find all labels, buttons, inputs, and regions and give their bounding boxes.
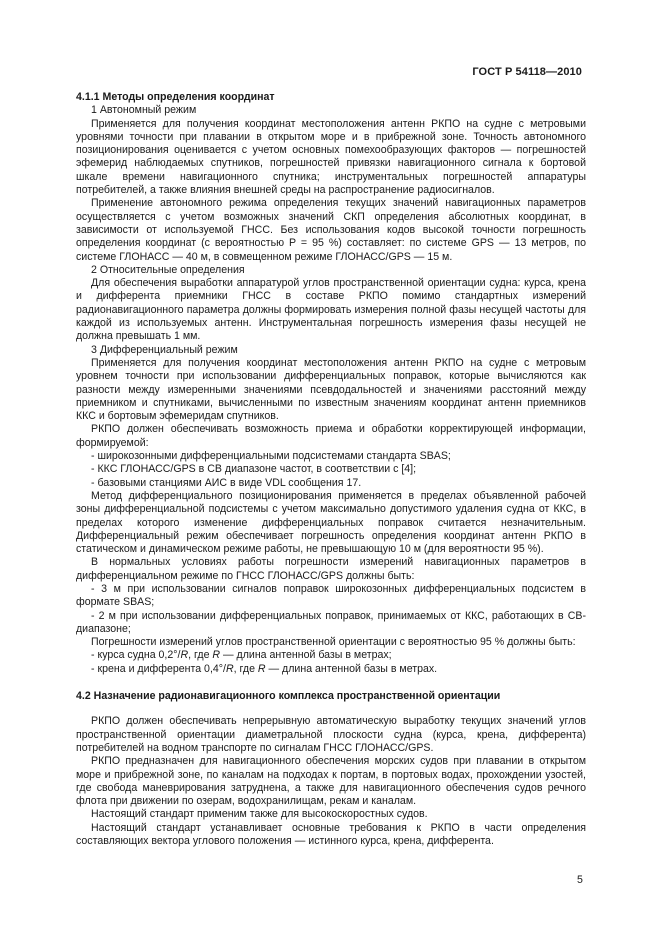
heading-accuracy-item — [76, 649, 586, 662]
paragraph: Применяется для получения координат местоположения антенн РКПО на судне с метровыми уровнями точности при плавании в открытом море и в прибрежной зоне. Точность автономного позиционирования оценивается с учетом основных помехообразующих факторов — погрешностей эфемерид наблюдаемых спутников, погрешностей привязки навигационного сигнала к бортовой шкале времени навигационного спутника; инструментальных погрешностей аппаратуры потребителей, а также влияния внешней среды на распространение радиосигналов. — [76, 117, 586, 197]
variable-r: R — [257, 662, 266, 675]
list-item: - 2 м при использовании дифференциальных поправок, принимаемых от ККС, работающих в СВ-диапазоне; — [76, 609, 586, 635]
list-item: - 3 м при использовании сигналов поправок широкозонных дифференциальных подсистем в формате SBAS; — [76, 582, 586, 609]
variable-r: R — [212, 649, 221, 662]
list-item: - ККС ГЛОНАСС/GPS в СВ диапазоне частот, в соответствии с [4]; — [91, 463, 417, 476]
text: - крена и дифферента 0,4°/ — [91, 662, 226, 675]
page-number: 5 — [577, 874, 583, 886]
paragraph: РКПО предназначен для навигационного обеспечения морских судов при плавании в открытом море и прибрежной зоне, по каналам на подходах к портам, в портовых водах, прохождении узостей, где свобода маневрирования затруднена, а также для навигационного обеспечения судов речного флота при движении по озерам, водохранилищам, рекам и каналам. — [76, 755, 586, 808]
variable-r: R — [180, 649, 189, 662]
paragraph: Метод дифференциального позиционирования применяется в пределах объявленной рабочей зоны дифференциальной подсистемы с учетом максимально допустимого удаления судна от ККС, в пределах которого изменение дифференциальных поправок считается незначительным. Дифференциальный режим обеспечивает погрешность определения координат антенн РКПО в статическом и динамическом режиме работы, не превышающую 10 м (для вероятности 95 %). — [76, 489, 586, 556]
section-4-1-1-heading: 4.1.1 Методы определения координат — [76, 91, 275, 103]
paragraph: РКПО должен обеспечивать непрерывную автоматическую выработку текущих значений углов пространственной ориентации диаметральной плоскости судна (курса, крена, дифферента) потребителей на водном транспорте по сигналам ГНСС ГЛОНАСС/GPS. — [76, 715, 586, 754]
text: , где — [188, 649, 213, 662]
mode-3-title: 3 Дифференциальный режим — [91, 343, 238, 356]
paragraph: Применение автономного режима определения текущих значений навигационных параметров осуществляется с учетом возможных значений СКП определения абсолютных координат, в зависимости от используемой ГНСС. Без использования кодов высокой точности погрешность определения координат (с вероятностью P = 95 %) составляет: по системе GPS — 13 метров, по системе ГЛОНАСС — 40 м, в совмещенном режиме ГЛОНАСС/GPS — 15 м. — [76, 197, 586, 263]
text: — длина антенной базы в метрах; — [220, 649, 392, 662]
paragraph: Настоящий стандарт применим также для высокоскоростных судов. — [91, 808, 428, 821]
standard-code-header: ГОСТ Р 54118—2010 — [472, 66, 582, 78]
page-body — [76, 91, 586, 848]
mode-1-title: 1 Автономный режим — [91, 104, 197, 117]
variable-r: R — [225, 662, 234, 675]
paragraph: В нормальных условиях работы погрешности измерений навигационных параметров в дифференциальном режиме по ГНСС ГЛОНАСС/GPS должны быть: — [76, 556, 586, 582]
paragraph: Погрешности измерений углов пространственной ориентации с вероятностью 95 % должны быть: — [91, 636, 576, 649]
text: - курса судна 0,2°/ — [91, 649, 181, 662]
mode-2-title: 2 Относительные определения — [91, 263, 245, 276]
text: — длина антенной базы в метрах. — [265, 662, 438, 675]
paragraph: РКПО должен обеспечивать возможность приема и обработки корректирующей информации, формируемой: — [76, 423, 586, 449]
list-item: - широкозонными дифференциальными подсистемами стандарта SBAS; — [91, 450, 451, 463]
list-item: - базовыми станциями АИС в виде VDL сообщения 17. — [91, 476, 362, 489]
section-4-2-heading: 4.2 Назначение радионавигационного комплекса пространственной ориентации — [76, 690, 501, 703]
roll-accuracy-item — [76, 663, 586, 676]
paragraph: Применяется для получения координат местоположения антенн РКПО на судне с метровым уровнем точности при использовании дифференциальных поправок, которые вычисляются как разности между измеренными значениями псевдодальностей и значениями расстояний между приемником и спутниками, вычисленными по известным значениям координат антенн приемников ККС и бортовым эфемеридам спутников. — [76, 356, 586, 423]
paragraph: Настоящий стандарт устанавливает основные требования к РКПО в части определения составляющих вектора углового положения — истинного курса, крена, дифферента. — [76, 821, 586, 848]
text: , где — [233, 662, 258, 675]
paragraph: Для обеспечения выработки аппаратурой углов пространственной ориентации судна: курса, крена и дифферента приемники ГНСС в составе РКПО помимо стандартных измерений радионавигационного параметра должны формировать измерения полной фазы несущей частоты для каждой из используемых антенн. Инструментальная погрешность измерения фазы несущей не должна превышать 1 мм. — [76, 277, 586, 343]
